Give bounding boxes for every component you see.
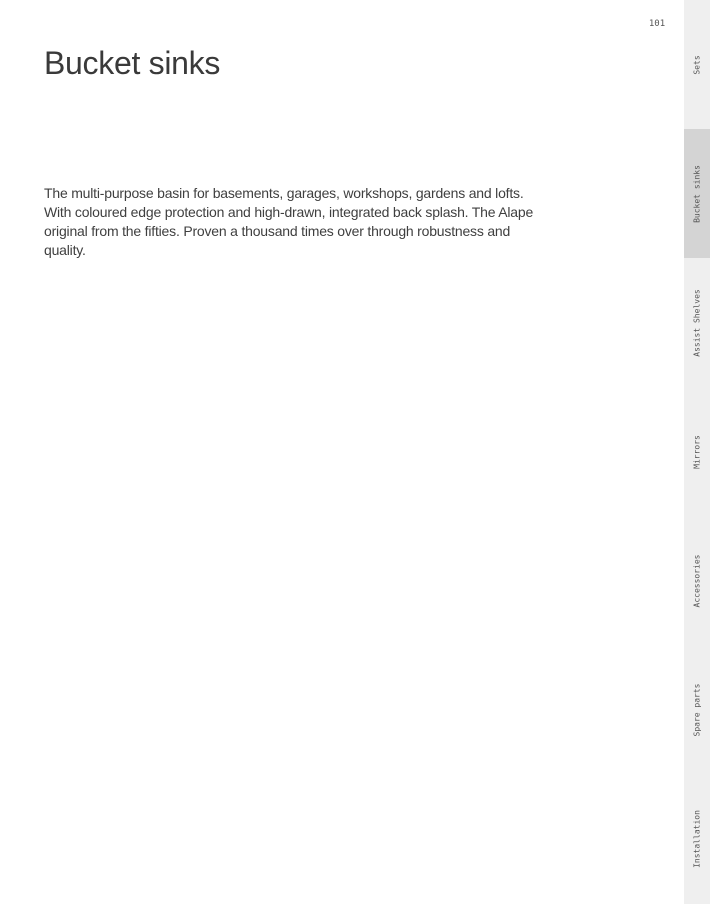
side-tab-label: Accessories bbox=[692, 554, 702, 607]
side-tab-accessories[interactable] bbox=[684, 516, 710, 645]
side-tab-label: Spare parts bbox=[692, 683, 702, 736]
side-tab-sets[interactable] bbox=[684, 0, 710, 129]
side-tab-bar bbox=[684, 0, 710, 904]
side-tab-assist-shelves[interactable] bbox=[684, 258, 710, 387]
side-tab-label: Mirrors bbox=[692, 434, 702, 469]
page-title: Bucket sinks bbox=[44, 45, 221, 81]
side-tab-spare-parts[interactable] bbox=[684, 645, 710, 774]
side-tab-bucket-sinks[interactable] bbox=[684, 129, 710, 258]
intro-paragraph: The multi-purpose basin for basements, garages, workshops, gardens and lofts. With coloured edge protection and high-drawn, integrated back splash. The Alape original from the fifties. Proven a thousand times over through robustness and quality. bbox=[44, 185, 534, 258]
side-tab-label: Bucket sinks bbox=[692, 164, 702, 223]
side-tab-label: Installation bbox=[692, 810, 702, 868]
page-number: 101 bbox=[648, 19, 666, 29]
side-tab-installation[interactable] bbox=[684, 774, 710, 904]
side-tab-label: Sets bbox=[692, 54, 702, 75]
side-tab-mirrors[interactable] bbox=[684, 387, 710, 516]
side-tab-label: Assist Shelves bbox=[692, 288, 702, 357]
